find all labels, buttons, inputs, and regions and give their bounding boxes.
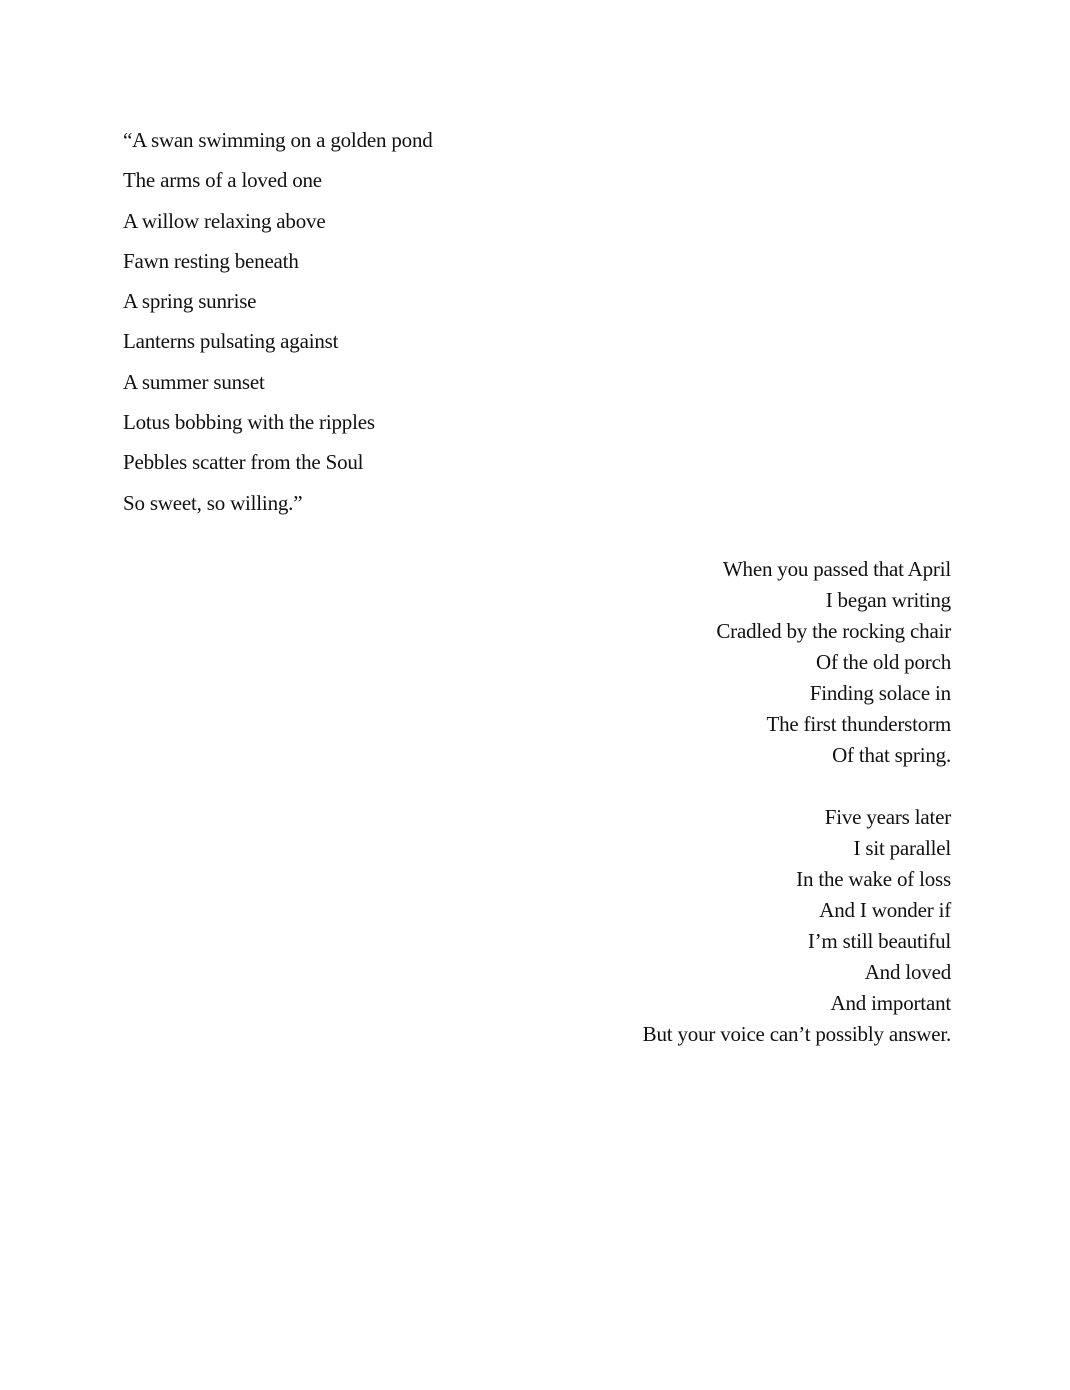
poem-line: A willow relaxing above: [123, 208, 326, 233]
poem-line: “A swan swimming on a golden pond: [123, 128, 433, 152]
quoted-stanza: [123, 120, 433, 523]
poem-line: When you passed that April: [722, 557, 951, 581]
poem-line: And loved: [864, 960, 951, 984]
poem-line: In the wake of loss: [796, 867, 951, 891]
poem-line: I began writing: [825, 588, 951, 612]
stanza-three: [643, 802, 951, 1050]
poem-line: I sit parallel: [853, 836, 951, 860]
poem-line: Of the old porch: [815, 650, 951, 674]
poem-line: A spring sunrise: [123, 289, 257, 314]
poem-line: I’m still beautiful: [807, 929, 951, 953]
poem-line: A summer sunset: [123, 369, 265, 394]
poem-line: The arms of a loved one: [123, 168, 322, 193]
poem-line: The first thunderstorm: [766, 712, 951, 736]
poem-line: Fawn resting beneath: [123, 248, 299, 273]
poem-line: Of that spring.: [832, 743, 951, 767]
poem-line: And important: [830, 991, 951, 1015]
poem-line: Lotus bobbing with the ripples: [123, 410, 375, 435]
poem-line: Pebbles scatter from the Soul: [123, 450, 364, 475]
poem-line: So sweet, so willing.”: [123, 490, 303, 515]
poem-line: And I wonder if: [819, 898, 951, 922]
poem-line: But your voice can’t possibly answer.: [642, 1022, 951, 1046]
poem-line: Cradled by the rocking chair: [716, 619, 951, 643]
stanza-two: [716, 554, 951, 771]
poem-line: Five years later: [824, 805, 951, 829]
poem-line: Finding solace in: [809, 681, 951, 705]
poem-line: Lanterns pulsating against: [123, 329, 339, 354]
